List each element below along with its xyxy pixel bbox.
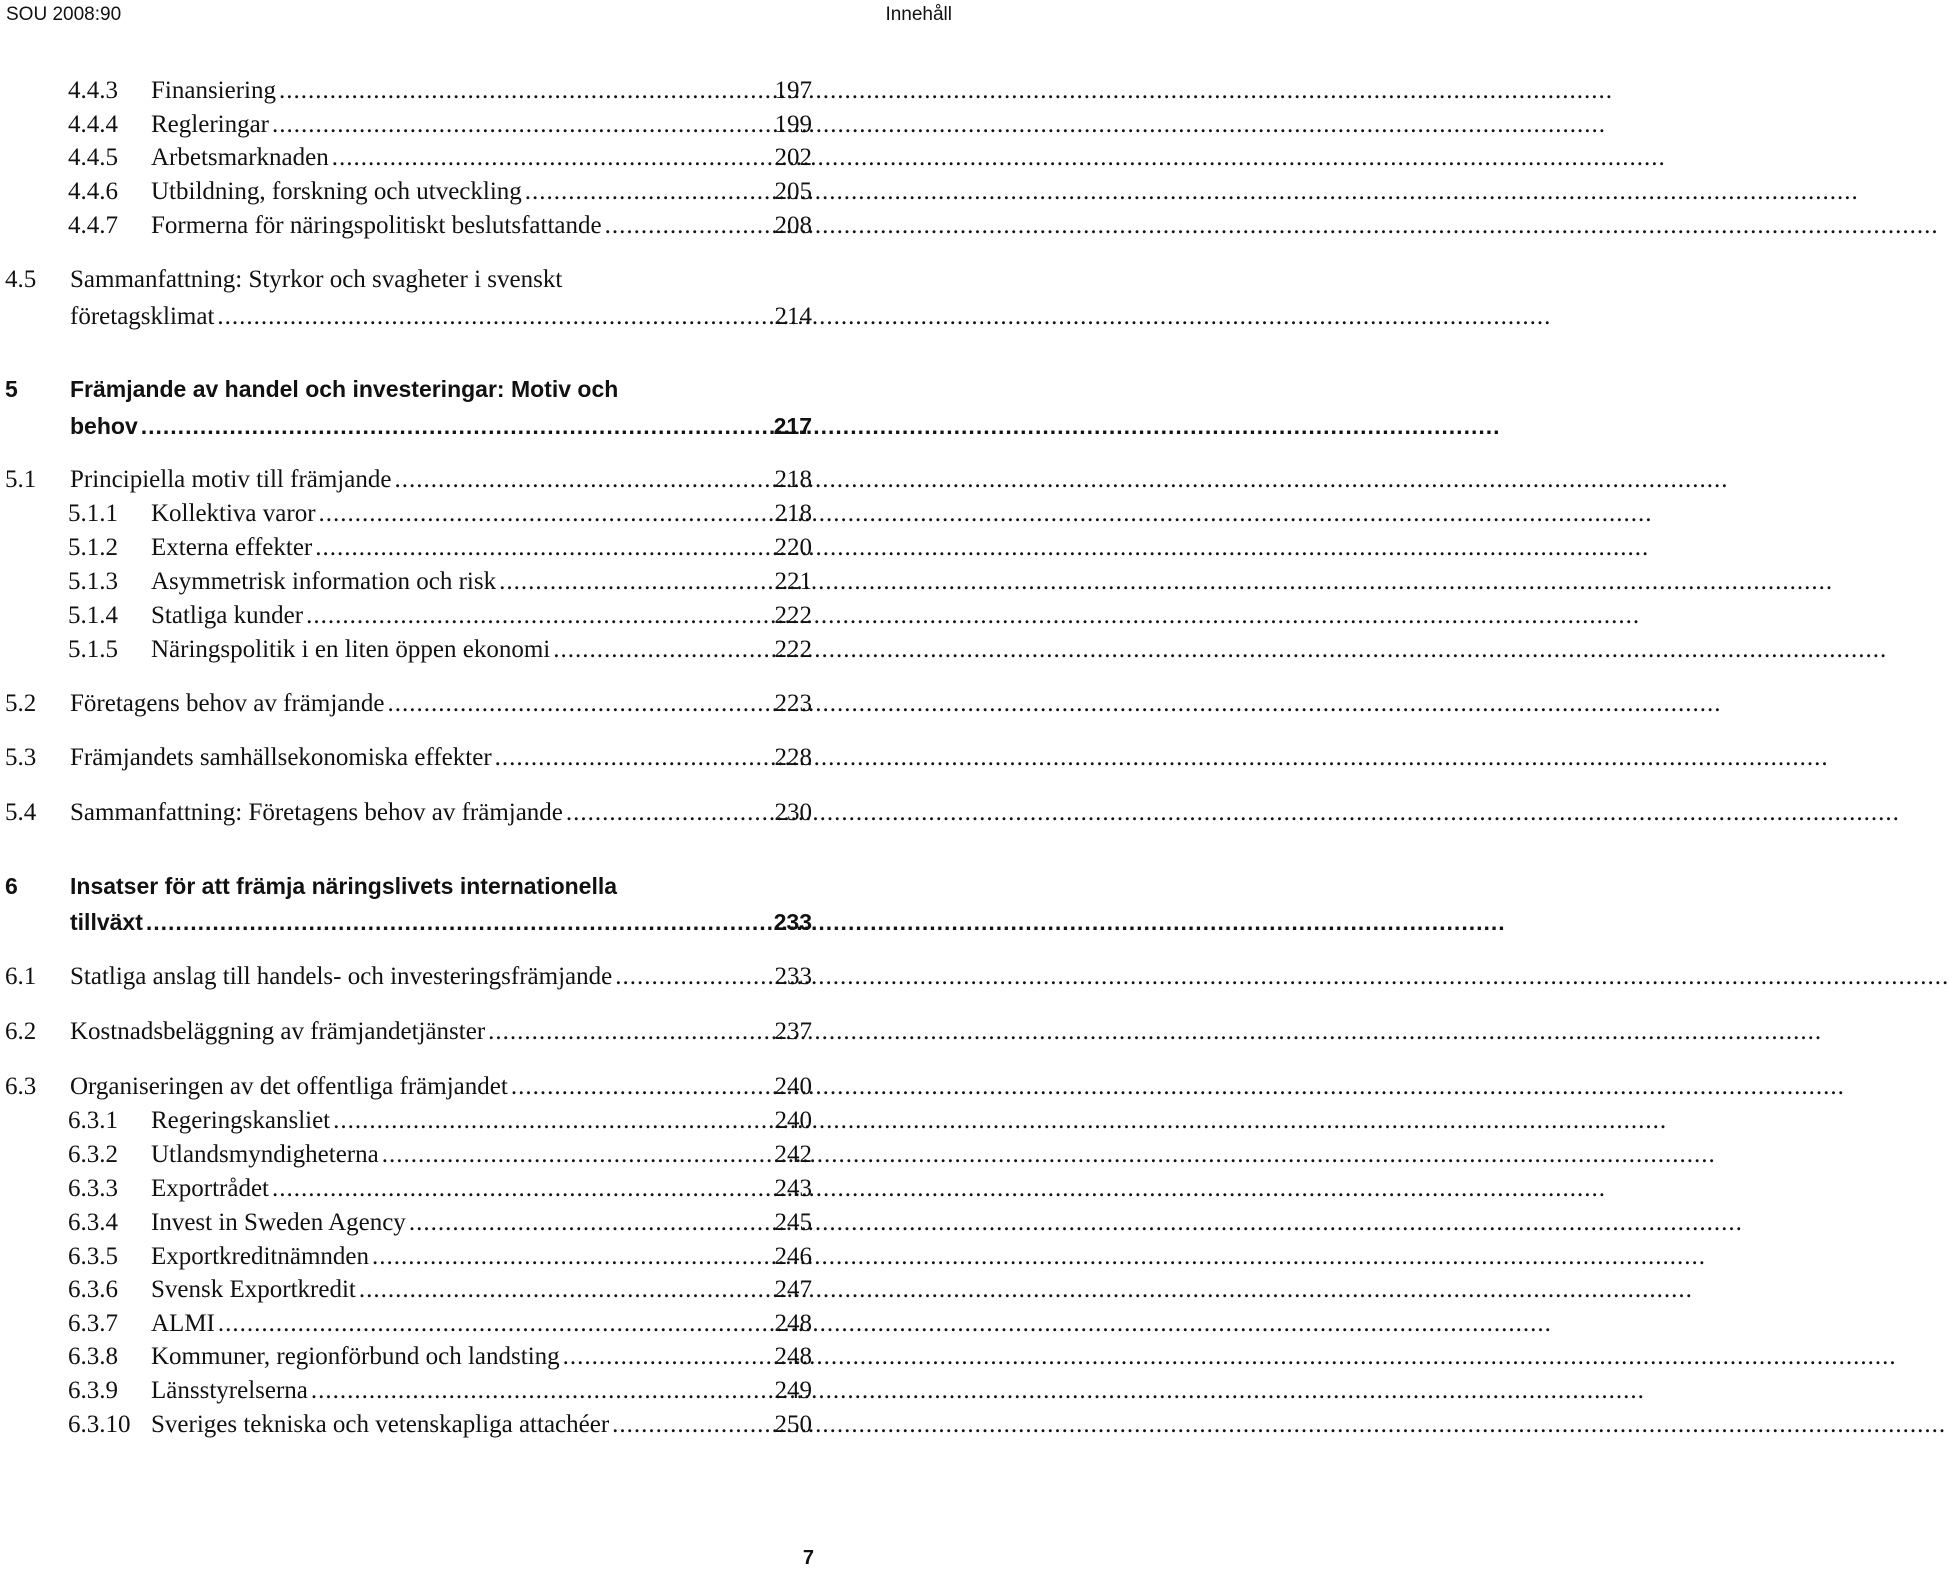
toc-entry-number: 6.2 [5, 1018, 37, 1045]
toc-entry-number: 6.3.1 [68, 1107, 118, 1134]
dot-leader [333, 1104, 771, 1138]
toc-entry-title: Kostnadsbeläggning av främjandetjänster [70, 1018, 486, 1045]
toc-entry-page: 248 [774, 1310, 812, 1337]
toc-entry-number: 6.1 [5, 963, 37, 990]
toc-entry-number: 6.3.4 [68, 1209, 118, 1236]
toc-entry-page: 233 [774, 963, 812, 990]
dot-leader [141, 409, 771, 443]
toc-entry-title: Företagens behov av främjande [70, 690, 385, 717]
dot-leader [387, 687, 771, 721]
toc-entry-page: 240 [774, 1073, 812, 1100]
dot-leader [146, 905, 771, 939]
running-header-left: SOU 2008:90 [6, 4, 122, 25]
toc-entry-title: Principiella motiv till främjande [70, 466, 392, 493]
toc-entry-title: Regeringskansliet [151, 1107, 331, 1134]
toc-entry-number: 5.1.2 [68, 534, 118, 561]
toc-entry-title: Utlandsmyndigheterna [151, 1141, 379, 1168]
toc-entry-page: 214 [774, 303, 812, 330]
toc-entry-number: 4.5 [5, 266, 37, 293]
toc-entry-page: 245 [774, 1209, 812, 1236]
dot-leader [332, 141, 772, 175]
toc-entry-page: 221 [774, 568, 812, 595]
toc-entry-title: Finansiering [151, 77, 276, 104]
page-number: 7 [802, 1547, 814, 1569]
toc-entry-page: 202 [774, 144, 812, 171]
toc-entry-title: Sammanfattning: Styrkor och svagheter i svenskt [70, 266, 563, 293]
toc-entry-title: Regleringar [151, 111, 270, 138]
toc-entry-number: 4.4.3 [68, 77, 118, 104]
toc-entry-page: 247 [774, 1276, 812, 1303]
toc-entry-number: 5.3 [5, 744, 37, 771]
toc-entry-page: 208 [774, 212, 812, 239]
toc-entry-number: 6.3.2 [68, 1141, 118, 1168]
toc-entry-title: Kollektiva varor [151, 500, 316, 527]
toc-entry-title: Statliga anslag till handels- och investeringsfrämjande [70, 963, 613, 990]
toc-entry-number: 5.1.1 [68, 500, 118, 527]
dot-leader [218, 1307, 772, 1341]
toc-entry-page: 217 [773, 413, 812, 439]
dot-leader [279, 74, 772, 108]
toc-entry-page: 230 [774, 799, 812, 826]
toc-entry-page: 222 [774, 636, 812, 663]
toc-entry-title: Asymmetrisk information och risk [151, 568, 497, 595]
toc-entry-page: 199 [774, 111, 812, 138]
toc-entry-page: 249 [774, 1377, 812, 1404]
toc-entry-page: 197 [774, 77, 812, 104]
toc-entry-title: Formerna för näringspolitiskt beslutsfattande [151, 212, 602, 239]
toc-entry-number: 6.3.3 [68, 1175, 118, 1202]
toc-entry-title: Utbildning, forskning och utveckling [151, 178, 522, 205]
dot-leader [499, 565, 771, 599]
toc-entry-number: 6.3.7 [68, 1310, 118, 1337]
toc-entry-page: 237 [774, 1018, 812, 1045]
toc-entry-title: Kommuner, regionförbund och landsting [151, 1343, 560, 1370]
toc-entry-page: 250 [774, 1411, 812, 1438]
dot-leader [525, 175, 772, 209]
dot-leader [359, 1273, 772, 1307]
toc-entry-title: Sveriges tekniska och vetenskapliga attachéer [151, 1411, 610, 1438]
toc-entry-number: 4.4.4 [68, 111, 118, 138]
dot-leader [612, 1408, 771, 1442]
dot-leader [382, 1138, 772, 1172]
toc-entry-number: 6.3.8 [68, 1343, 118, 1370]
toc-entry-title: Länsstyrelserna [151, 1377, 308, 1404]
toc-entry-title: Främjandets samhällsekonomiska effekter [70, 744, 492, 771]
toc-entry-number: 5.1.4 [68, 602, 118, 629]
toc-entry-number: 5.2 [5, 690, 37, 717]
dot-leader [272, 1172, 771, 1206]
dot-leader [272, 108, 771, 142]
toc-entry-title-continued: företagsklimat [70, 303, 215, 330]
toc-entry-number: 4.4.5 [68, 144, 118, 171]
toc-entry-page: 205 [774, 178, 812, 205]
toc-entry-page: 220 [774, 534, 812, 561]
toc-entry-title-continued: tillväxt [70, 909, 143, 935]
toc-entry-number: 6.3 [5, 1073, 37, 1100]
toc-entry-number: 5.4 [5, 799, 37, 826]
toc-entry-number: 6.3.10 [68, 1411, 131, 1438]
dot-leader [488, 1015, 771, 1049]
dot-leader [495, 741, 772, 775]
table-of-contents [0, 0, 960, 1578]
toc-entry-title: Exportkreditnämnden [151, 1243, 369, 1270]
dot-leader [319, 497, 772, 531]
toc-entry-title: Sammanfattning: Företagens behov av främjande [70, 799, 563, 826]
toc-entry-number: 4.4.7 [68, 212, 118, 239]
toc-entry-page: 248 [774, 1343, 812, 1370]
toc-entry-page: 222 [774, 602, 812, 629]
dot-leader [315, 531, 771, 565]
toc-entry-title: ALMI [151, 1310, 215, 1337]
toc-entry-number: 6.3.6 [68, 1276, 118, 1303]
toc-entry-title: Insatser för att främja näringslivets internationella [70, 873, 618, 899]
toc-entry-page: 243 [774, 1175, 812, 1202]
toc-entry-page: 233 [773, 909, 812, 935]
dot-leader [605, 209, 772, 243]
toc-entry-page: 242 [774, 1141, 812, 1168]
toc-entry-number: 6.3.9 [68, 1377, 118, 1404]
toc-entry-page: 246 [774, 1243, 812, 1270]
dot-leader [311, 1374, 772, 1408]
toc-entry-page: 228 [774, 744, 812, 771]
dot-leader [394, 463, 771, 497]
dot-leader [563, 1340, 772, 1374]
toc-entry-title: Exportrådet [151, 1175, 270, 1202]
toc-entry-page: 218 [774, 466, 812, 493]
toc-entry-number: 5 [5, 376, 18, 402]
dot-leader [615, 960, 771, 994]
dot-leader [372, 1240, 772, 1274]
dot-leader [566, 796, 772, 830]
dot-leader [217, 300, 771, 334]
toc-entry-title: Svensk Exportkredit [151, 1276, 356, 1303]
toc-entry-page: 240 [774, 1107, 812, 1134]
toc-entry-title: Statliga kunder [151, 602, 304, 629]
toc-entry-title: Arbetsmarknaden [151, 144, 329, 171]
toc-entry-number: 5.1 [5, 466, 37, 493]
running-header-right: Innehåll [885, 4, 952, 25]
toc-entry-title: Externa effekter [151, 534, 313, 561]
toc-entry-title: Näringspolitik i en liten öppen ekonomi [151, 636, 551, 663]
dot-leader [511, 1070, 772, 1104]
toc-entry-title: Invest in Sweden Agency [151, 1209, 406, 1236]
toc-entry-number: 4.4.6 [68, 178, 118, 205]
toc-entry-number: 6 [5, 873, 18, 899]
toc-entry-title-continued: behov [70, 413, 138, 439]
toc-entry-number: 5.1.3 [68, 568, 118, 595]
toc-entry-number: 6.3.5 [68, 1243, 118, 1270]
dot-leader [553, 633, 771, 667]
dot-leader [306, 599, 771, 633]
toc-entry-page: 223 [774, 690, 812, 717]
toc-entry-title: Organiseringen av det offentliga främjandet [70, 1073, 508, 1100]
toc-entry-number: 5.1.5 [68, 636, 118, 663]
dot-leader [409, 1206, 772, 1240]
toc-entry-title: Främjande av handel och investeringar: Motiv och [70, 376, 619, 402]
toc-entry-page: 218 [774, 500, 812, 527]
